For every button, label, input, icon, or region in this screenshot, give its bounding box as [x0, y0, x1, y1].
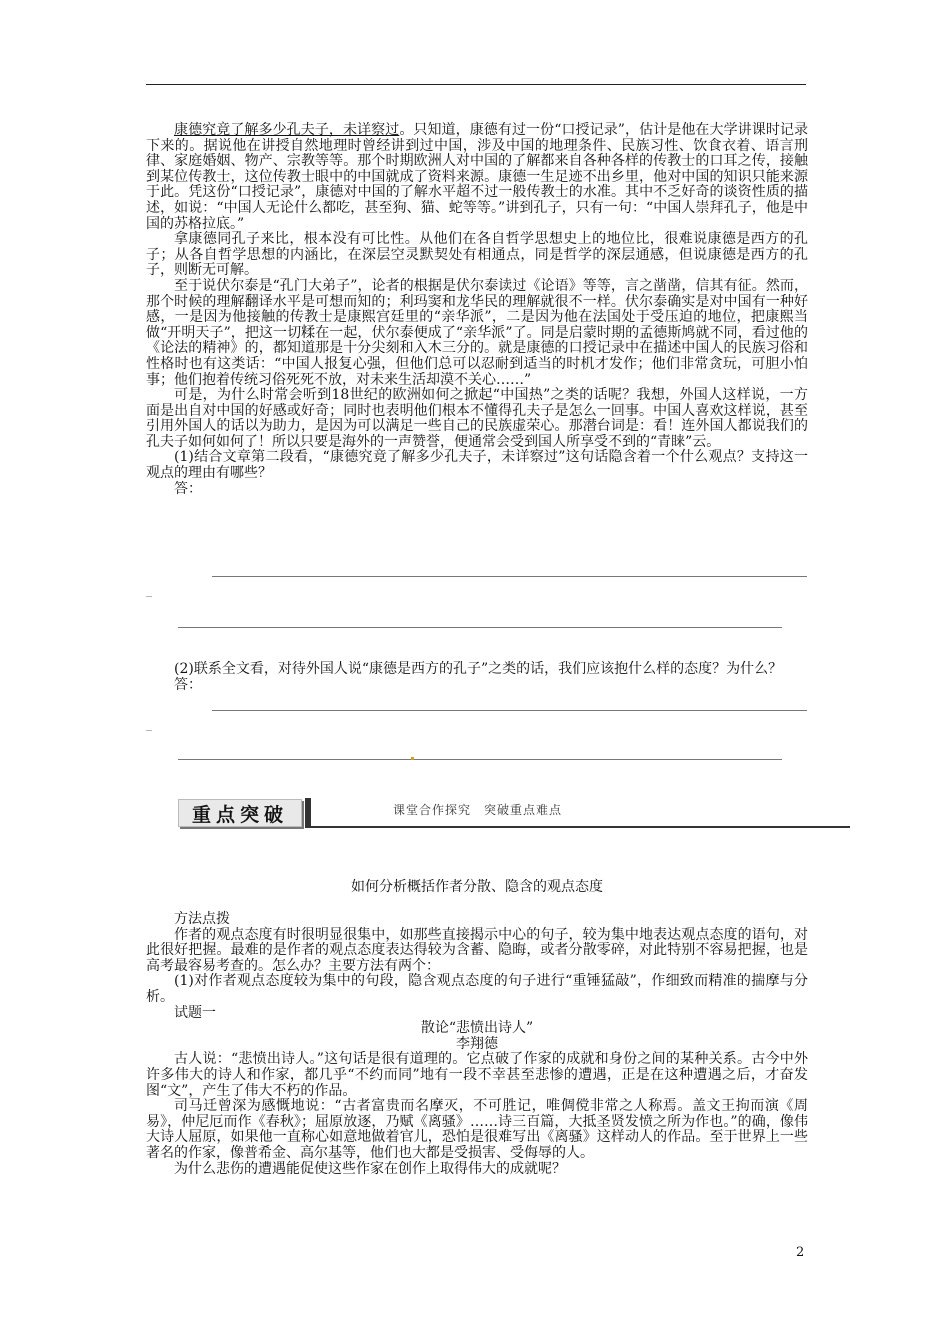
- method-label: 方法点拨: [174, 911, 230, 927]
- essay-paragraph-1: 古人说：“悲愤出诗人。”这句话是很有道理的。它点破了作家的成就和身份之间的某种关系。古今中外许多伟大的诗人和作家，都几乎“不约而同”地有一段不幸甚至悲惨的遭遇，正是在这种遭遇之后，才奋发图“文”，产生了伟大不朽的作品。: [146, 1051, 808, 1099]
- essay-paragraph-2: 司马迁曾深为感慨地说：“古者富贵而名摩灭，不可胜记，唯倜傥非常之人称焉。盖文王拘而演《周易》，仲尼厄而作《春秋》；屈原放逐，乃赋《离骚》……诗三百篇，大抵圣贤发愤之所为作也。”的确，像伟大诗人屈原，如果他一直称心如意地做着官儿，恐怕是很难写出《离骚》这样动人的作品。至于世界上一些著名的作家，像普希金、高尔基等，他们也大都是受损害、受侮辱的人。: [146, 1098, 808, 1161]
- stray-mark: _: [146, 583, 152, 597]
- question-1: (1)结合文章第二段看，“康德究竟了解多少孔夫子，未详察过”这句话隐含着一个什么观点？支持这一观点的理由有哪些？: [146, 449, 808, 482]
- page-number: 2: [796, 1245, 805, 1260]
- essay-title: 散论“悲愤出诗人”: [420, 1020, 534, 1037]
- method-paragraph-1: 作者的观点态度有时很明显很集中，如那些直接揭示中心的句子，较为集中地表达观点态度的语句，对此很好把握。最难的是作者的观点态度表达得较为含蓄、隐晦，或者分散零碎，对此特别不容易把握，也是高考最容易考查的。怎么办？主要方法有两个：: [146, 926, 808, 974]
- banner-underline: [311, 826, 850, 828]
- answer-label-1: 答：: [174, 480, 202, 497]
- answer-line[interactable]: [212, 710, 807, 711]
- method-block: [146, 912, 808, 1177]
- stray-mark: _: [146, 717, 152, 731]
- method-paragraph-2: (1)对作者观点态度较为集中的句段，隐含观点态度的句子进行“重锤猛敲”，作细致而精准的揣摩与分析。: [146, 973, 808, 1005]
- section-banner: [178, 797, 850, 829]
- passage-paragraph-3: 至于说伏尔泰是“孔门大弟子”，论者的根据是伏尔泰读过《论语》等等，言之凿凿，信其有征。然而，那个时候的理解翻译水平是可想而知的；利玛窦和龙华民的理解就很不一样。伏尔泰确实是对中国有一种好感，一是因为他接触的传教士是康熙宫廷里的“亲华派”，二是因为他在法国处于受压迫的地位，把康熙当做“开明天子”，把这一切糅在一起，伏尔泰便成了“亲华派”了。同是启蒙时期的孟德斯鸠就不同，看过他的《论法的精神》的，都知道那是十分尖刻和入木三分的。就是康德的口授记录中在描述中国人的民族习俗和性格时也有这类话：“中国人报复心强，但他们总可以忍耐到适当的时机才发作；他们非常贪玩，可胆小怕事；他们抱着传统习俗死死不放，对未来生活却漠不关心……”: [146, 277, 808, 388]
- section-heading: 如何分析概括作者分散、隐含的观点态度: [351, 879, 603, 895]
- header-rule: [146, 84, 806, 85]
- stray-dot: [411, 757, 414, 760]
- banner-bar: [305, 798, 311, 828]
- answer-line[interactable]: [178, 627, 782, 628]
- essay-author: 李翔德: [456, 1035, 498, 1052]
- banner-subtitle: 课堂合作探究 突破重点难点: [393, 803, 563, 817]
- passage-paragraph-1: [146, 123, 808, 232]
- underlined-sentence: 康德究竟了解多少孔夫子，未详察过: [174, 122, 400, 138]
- passage-block: [146, 123, 808, 497]
- passage-paragraph-2: 拿康德同孔子来比，根本没有可比性。从他们在各自哲学思想史上的地位比，很难说康德是西方的孔子；从各自哲学思想的内涵比，在深层空灵默契处有相通点，同是哲学的深层通感，但说康德是西方的孔子，则断无可解。: [146, 231, 808, 279]
- answer-line[interactable]: [178, 759, 782, 760]
- paragraph-text: 。只知道，康德有过一份“口授记录”，估计是他在大学讲课时记录下来的。据说他在讲授自然地理时曾经讲到过中国，涉及中国的地理条件、民族习性、饮食衣着、语言刑律、家庭婚姻、物产、宗教等等。那个时期欧洲人对中国的了解都来自各种各样的传教士的口耳之传，接触到某位传教士，这位传教士眼中的中国就成了资料来源。康德一生足迹不出乡里，他对中国的知识只能来源于此。凭这份“口授记录”，康德对中国的了解水平超不过一般传教士的水准。其中不乏好奇的谈资性质的描述，如说：“中国人无论什么都吃，甚至狗、猫、蛇等等。”讲到孔子，只有一句：“中国人崇拜孔子，他是中国的苏格拉底。”: [146, 122, 808, 232]
- answer-label-2: 答：: [174, 676, 202, 693]
- question-2: (2)联系全文看，对待外国人说“康德是西方的孔子”之类的话，我们应该抱什么样的态度？为什么？: [174, 661, 783, 677]
- essay-paragraph-3: 为什么悲伤的遭遇能促使这些作家在创作上取得伟大的成就呢？: [174, 1160, 566, 1177]
- answer-line[interactable]: [212, 576, 807, 577]
- banner-title: 重点突破: [178, 799, 302, 827]
- trial-label: 试题一: [174, 1004, 216, 1021]
- question-2-block: [146, 662, 808, 693]
- passage-paragraph-4: 可是，为什么时常会听到18世纪的欧洲如何之掀起“中国热”之类的话呢？我想，外国人这样说，一方面是出自对中国的好感或好奇；同时也表明他们根本不懂得孔夫子是怎么一回事。中国人喜欢这样说，甚至引用外国人的话以为助力，是因为可以满足一些自己的民族虚荣心。那潜台词是：看！连外国人都说我们的孔夫子如何如何了！所以只要是海外的一声赞誉，便通常会受到国人所享受不到的“青睐”云。: [146, 387, 808, 450]
